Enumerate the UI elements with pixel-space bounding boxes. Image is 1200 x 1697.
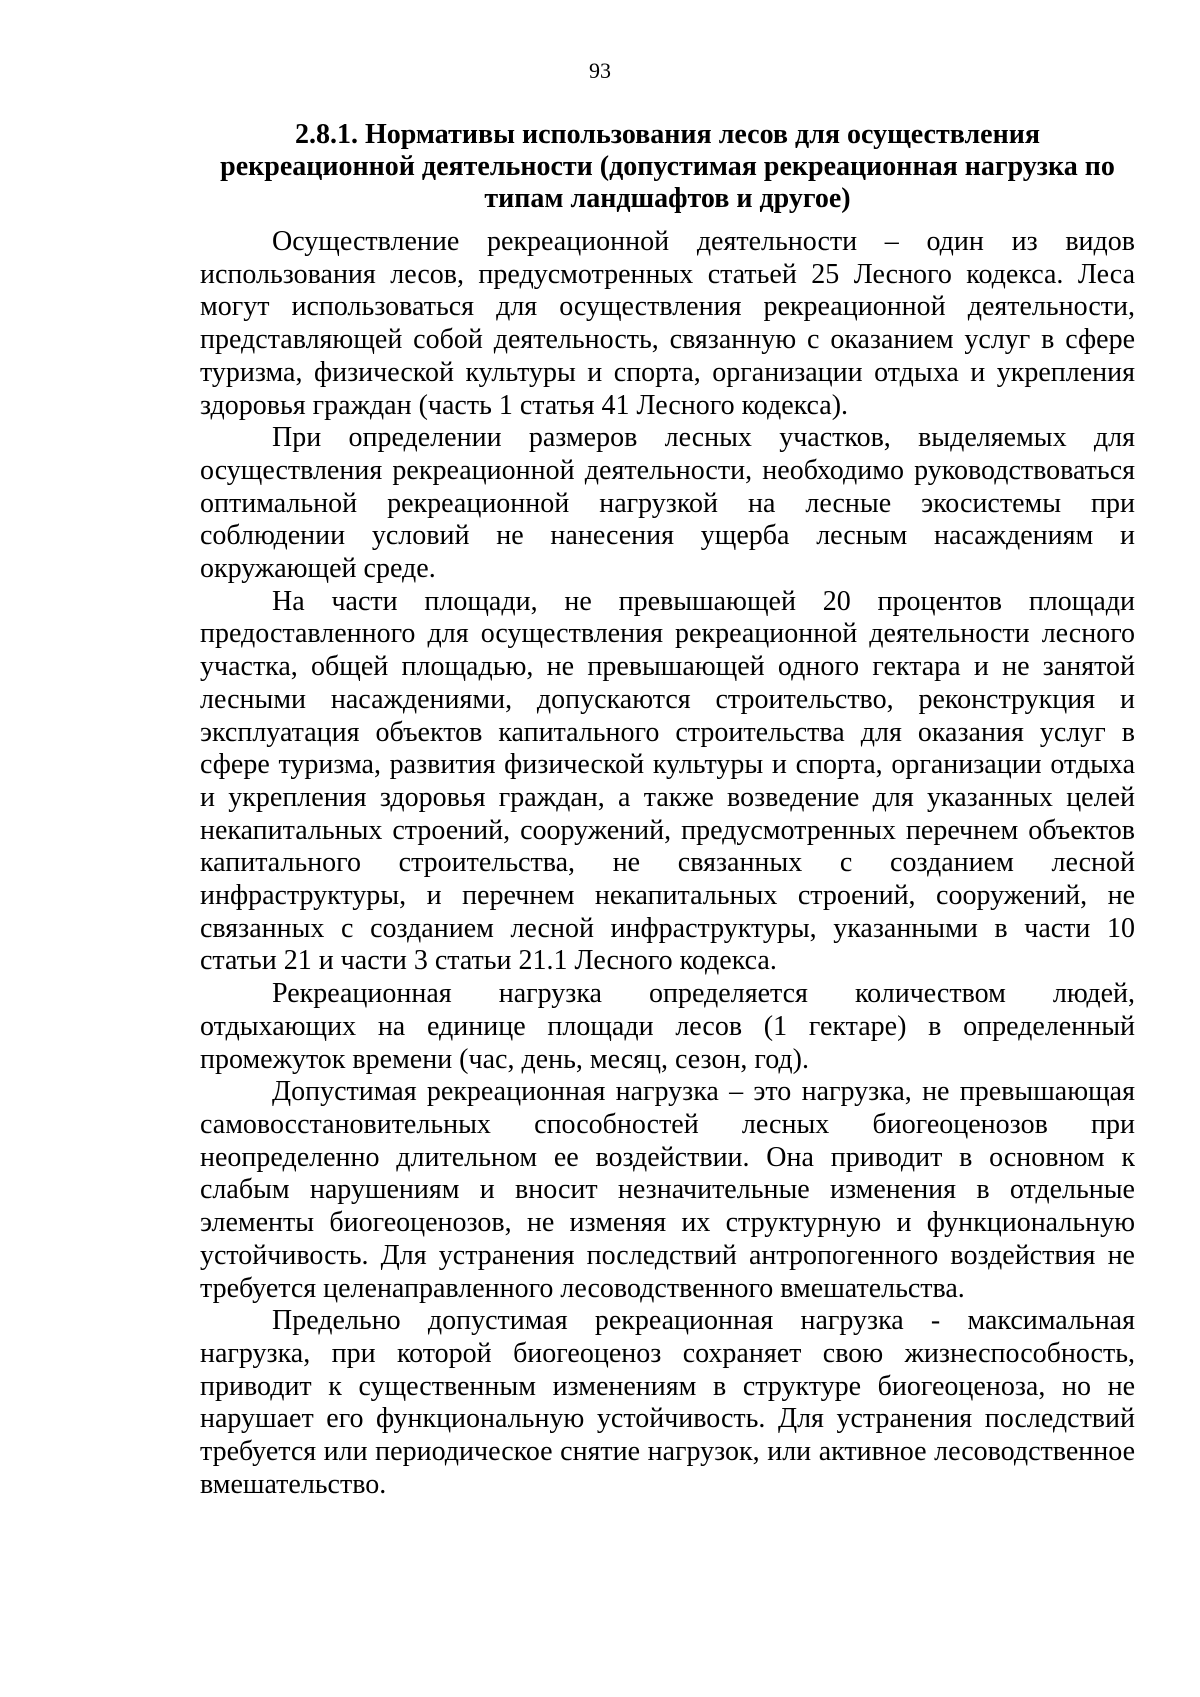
paragraph-plot-size: При определении размеров лесных участков, выделяемых для осуществления рекреационной деятельности, необходимо руководствоваться оптимальной рекреационной нагрузкой на лесные экосистемы при соблюдении условий не нанесения ущерба лесным насаждениям и окружающей среде.: [200, 422, 1135, 585]
paragraph-construction: На части площади, не превышающей 20 процентов площади предоставленного для осуществления рекреационной деятельности лесного участка, общей площадью, не превышающей одного гектара и не занятой лесными насаждениями, допускаются строительство, реконструкция и эксплуатация объектов капитального строительства для оказания услуг в сфере туризма, развития физической культуры и спорта, организации отдыха и укрепления здоровья граждан, а также возведение для указанных целей некапитальных строений, сооружений, предусмотренных перечнем объектов капитального строительства, не связанных с созданием лесной инфраструктуры, и перечнем некапитальных строений, сооружений, не связанных с созданием лесной инфраструктуры, указанными в части 10 статьи 21 и части 3 статьи 21.1 Лесного кодекса.: [200, 585, 1135, 977]
paragraph-recreational-load: Рекреационная нагрузка определяется количеством людей, отдыхающих на единице площади лесов (1 гектаре) в определенный промежуток времени (час, день, месяц, сезон, год).: [200, 978, 1135, 1075]
page-number: 93: [589, 58, 611, 83]
section-heading: 2.8.1. Нормативы использования лесов для осуществления рекреационной деятельности (допустимая рекреационная нагрузка по типам ландшафтов и другое): [220, 119, 1115, 214]
body-text: [200, 226, 1135, 1501]
paragraph-permissible-load: Допустимая рекреационная нагрузка – это нагрузка, не превышающая самовосстановительных способностей лесных биогеоценозов при неопределенно длительном ее воздействии. Она приводит в основном к слабым нарушениям и вносит незначительные изменения в отдельные элементы биогеоценозов, не изменяя их структурную и функциональную устойчивость. Для устранения последствий антропогенного воздействия не требуется целенаправленного лесоводственного вмешательства.: [200, 1076, 1135, 1304]
paragraph-recreation-definition: Осуществление рекреационной деятельности – один из видов использования лесов, предусмотренных статьей 25 Лесного кодекса. Леса могут использоваться для осуществления рекреационной деятельности, представляющей собой деятельность, связанную с оказанием услуг в сфере туризма, физической культуры и спорта, организации отдыха и укрепления здоровья граждан (часть 1 статья 41 Лесного кодекса).: [200, 226, 1135, 421]
paragraph-maximum-load: Предельно допустимая рекреационная нагрузка - максимальная нагрузка, при которой биогеоценоз сохраняет свою жизнеспособность, приводит к существенным изменениям в структуре биогеоценоза, но не нарушает его функциональную устойчивость. Для устранения последствий требуется или периодическое снятие нагрузок, или активное лесоводственное вмешательство.: [200, 1305, 1135, 1500]
